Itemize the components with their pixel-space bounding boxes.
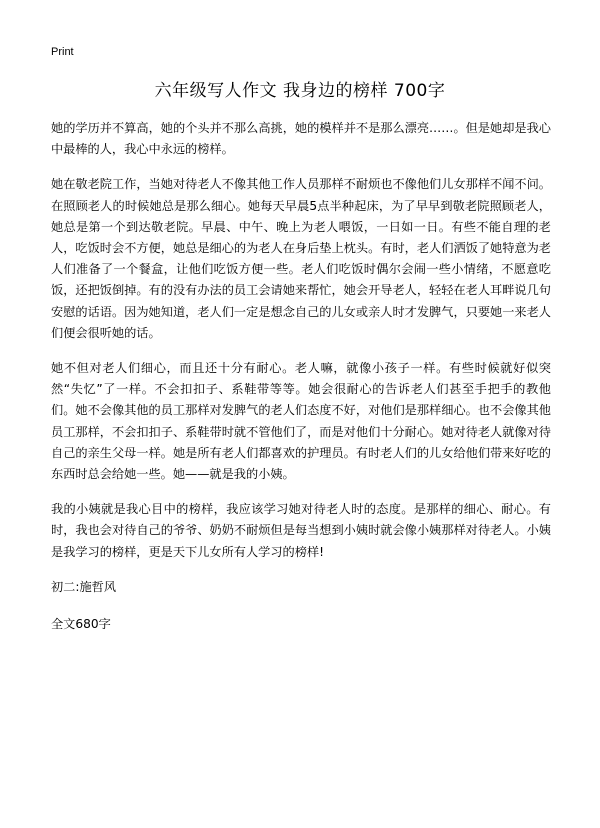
article-title: 六年级写人作文 我身边的榜样 700字 [154,81,446,101]
author-line: 初二:施哲风 [51,579,117,594]
paragraph: 她的学历并不算高，她的个头并不那么高挑，她的模样并不是那么漂亮……。但是她却是我心中最棒的人，我心中永远的榜样。 [51,121,551,157]
print-link[interactable]: Print [51,46,74,58]
article-body [51,118,551,649]
paragraph: 她在敬老院工作，当她对待老人不像其他工作人员那样不耐烦也不像他们儿女那样不闻不问。在照顾老人的时候她总是那么细心。她每天早晨5点半种起床，为了早早到敬老院照顾老人，她总是第一个到达敬老院。早晨、中午、晚上为老人喂饭，一日如一日。有些不能自理的老人，吃饭时会不方便，她总是细心的为老人在身后垫上枕头。有时，老人们洒饭了她特意为老人们准备了一个餐盒，让他们吃饭方便一些。老人们吃饭时偶尔会闹一些小情绪，不愿意吃饭，还把饭倒掉。有的没有办法的员工会请她来帮忙，她会开导老人，轻轻在老人耳畔说几句安慰的话语。因为她知道，老人们一定是想念自己的儿女或亲人时才发脾气，只要她一来老人们便会很听她的话。 [51,177,551,340]
word-count: 全文680字 [51,617,111,632]
paragraph: 她不但对老人们细心，而且还十分有耐心。老人嘛，就像小孩子一样。有些时候就好似突然“失忆”了一样。不会扣扣子、系鞋带等等。她会很耐心的告诉老人们甚至手把手的教他们。她不会像其他的员工那样对发脾气的老人们态度不好，对他们是那样细心。也不会像其他员工那样，不会扣扣子、系鞋带时就不管他们了，而是对他们十分耐心。她对待老人就像对待自己的亲生父母一样。她是所有老人们都喜欢的护理员。有时老人们的儿女给他们带来好吃的东西时总会给她一些。她——就是我的小姨。 [51,361,551,482]
paragraph: 我的小姨就是我心目中的榜样，我应该学习她对待老人时的态度。是那样的细心、耐心。有时，我也会对待自己的爷爷、奶奶不耐烦但是每当想到小姨时就会像小姨那样对待老人。小姨是我学习的榜样，更是天下儿女所有人学习的榜样! [51,502,551,559]
